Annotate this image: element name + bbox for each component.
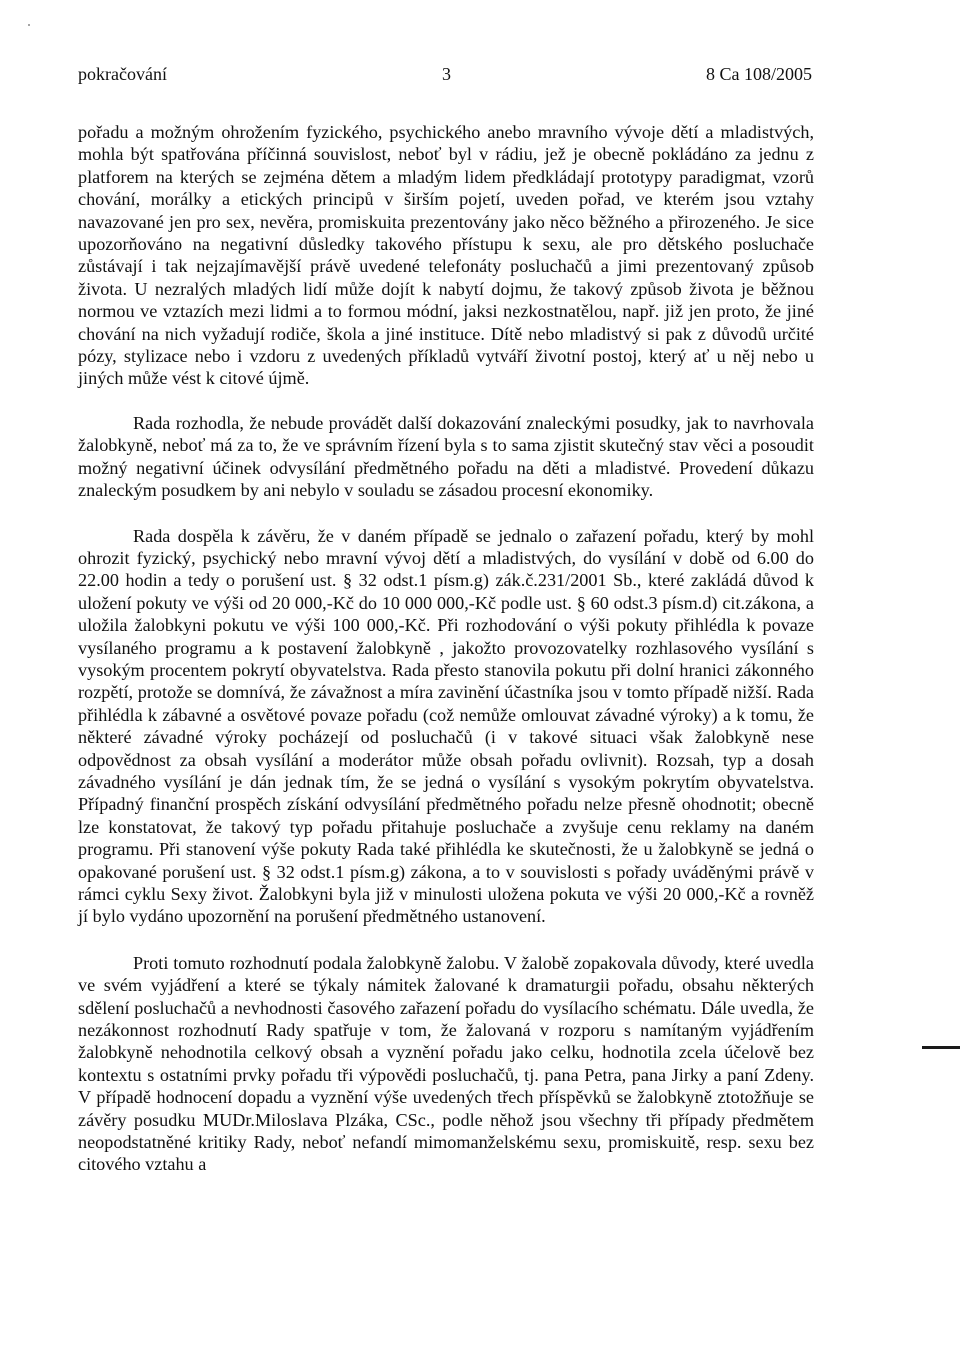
scan-edge-mark [922, 1046, 960, 1049]
page-header [78, 62, 812, 86]
paragraph-expert-evidence: Rada rozhodla, že nebude provádět další dokazování znaleckými posudky, jak to navrhovala žalobkyně, neboť má za to, že ve správním řízení byla s to sama zjistit skutečný stav věci a posoudit možný negativní účinek odvysílání předmětného pořadu na děti a mladistvé. Provedení důkazu znaleckým posudkem by ani nebylo v souladu se zásadou procesní ekonomiky. [78, 412, 814, 501]
paragraph-lawsuit: Proti tomuto rozhodnutí podala žalobkyně žalobu. V žalobě zopakovala důvody, které uvedla ve svém vyjádření a které se týkaly námitek žalované k dramaturgii pořadu, obsahu některých sdělení posluchačů a nevhodnosti časového zařazení pořadu do vysílacího schématu. Dále uvedla, že nezákonnost rozhodnutí Rady spatřuje v tom, že žalovaná v rozporu s namítaným vyjádřením žalobkyně nehodnotila celkový obsah a vyznění pořadu jako celku, hodnotila zcela účelově bez kontextu s ostatními prvky pořadu tři výpovědi posluchačů, tj. pana Petra, pana Jirky a paní Zdeny. V případě hodnocení dopadu a vyznění výše uvedených třech příspěvků se žalobkyně ztotožňuje se závěry posudku MUDr.Miloslava Plzáka, CSc., podle něhož jsou všechny tři případy předmětem neopodstatněné kritiky Rady, neboť nefandí mimomanželskému sexu, promiskuitě, resp. sexu bez citového vztahu a [78, 952, 814, 1175]
document-body [78, 121, 814, 1176]
page-number: 3 [442, 64, 451, 84]
continuation-label: pokračování [78, 64, 167, 84]
paragraph-penalty-decision: Rada dospěla k závěru, že v daném případě se jednalo o zařazení pořadu, který by mohl ohrozit fyzický, psychický nebo mravní vývoj dětí a mladistvých, do vysílání v době od 6.00 do 22.00 hodin a tedy o porušení ust. § 32 odst.1 písm.g) zák.č.231/2001 Sb., které zakládá důvod k uložení pokuty ve výši od 20 000,-Kč do 10 000 000,-Kč podle ust. § 60 odst.3 písm.d) cit.zákona, a uložila žalobkyni pokutu ve výši 100 000,-Kč. Při rozhodování o výši pokuty přihlédla k povaze vysílaného programu a k postavení žalobkyně , jakožto provozovatelky rozhlasového vysílání s vysokým procentem pokrytí obyvatelstva. Rada přesto stanovila pokutu při dolní hranici zákonného rozpětí, protože se domnívá, že závažnost a míra zavinění účastníka jsou v tomto případě nižší. Rada přihlédla k zábavné a osvětové povaze pořadu (což nemůže omlouvat závadné výroky) a k tomu, že některé závadné výroky pocházejí od posluchačů (i v takové situaci však žalobkyně nese odpovědnost za obsah vysílání a moderátor může obsah pořadu ovlivnit). Rozsah, typ a dosah závadného vysílání je dán jednak tím, že se jedná o vysílání s vysokým pokrytím obyvatelstva. Případný finanční prospěch získání odvysílání předmětného pořadu nelze přesně ohodnotit; obecně lze konstatovat, že takový typ pořadu přitahuje posluchače a zvyšuje cenu reklamy na daném programu. Při stanovení výše pokuty Rada také přihlédla ke skutečnosti, že u žalobkyně se jedná o opakované porušení ust. § 32 odst.1 písm.g) zákona, a to v souvislosti s pořady uváděnými právě v rámci cyklu Sexy život. Žalobkyni byla již v minulosti uložena pokuta ve výši 20 000,-Kč a rovněž jí bylo vydáno upozornění na porušení předmětného ustanovení. [78, 525, 814, 927]
scan-speck [28, 24, 30, 26]
case-number: 8 Ca 108/2005 [706, 64, 812, 84]
paragraph-continuation: pořadu a možným ohrožením fyzického, psychického anebo mravního vývoje dětí a mladistvých, mohla být spatřována příčinná souvislost, neboť byl v rádiu, jež je obecně pokládáno za jednu z platforem na kterých se zejména dětem a mladým lidem předkládají prototypy paradigmat, vzorů chování, morálky a etických principů v širším pojetí, uveden pořad, ve kterém jsou vztahy navazované jen pro sex, nevěra, promiskuita prezentovány jako něco běžného a přirozeného. Je sice upozorňováno na negativní důsledky takového přístupu k sexu, ale pro dětského posluchače zůstávají i tak nejzajímavější právě uvedené telefonáty posluchačů a jimi prezentovaný způsob života. U nezralých mladých lidí může dojít k nabytí dojmu, že takový způsob života je běžnou normou ve vztazích mezi lidmi a to formou módní, jaksi nezkostnatělou, např. již jen proto, že jiné chování na nich vyžadují rodiče, škola a jiné instituce. Dítě nebo mladistvý si pak z důvodů určité pózy, stylizace nebo i vzdoru z uvedených příkladů vytváří životní postoj, který ať u něj nebo u jiných může vést k citové újmě. [78, 122, 814, 389]
